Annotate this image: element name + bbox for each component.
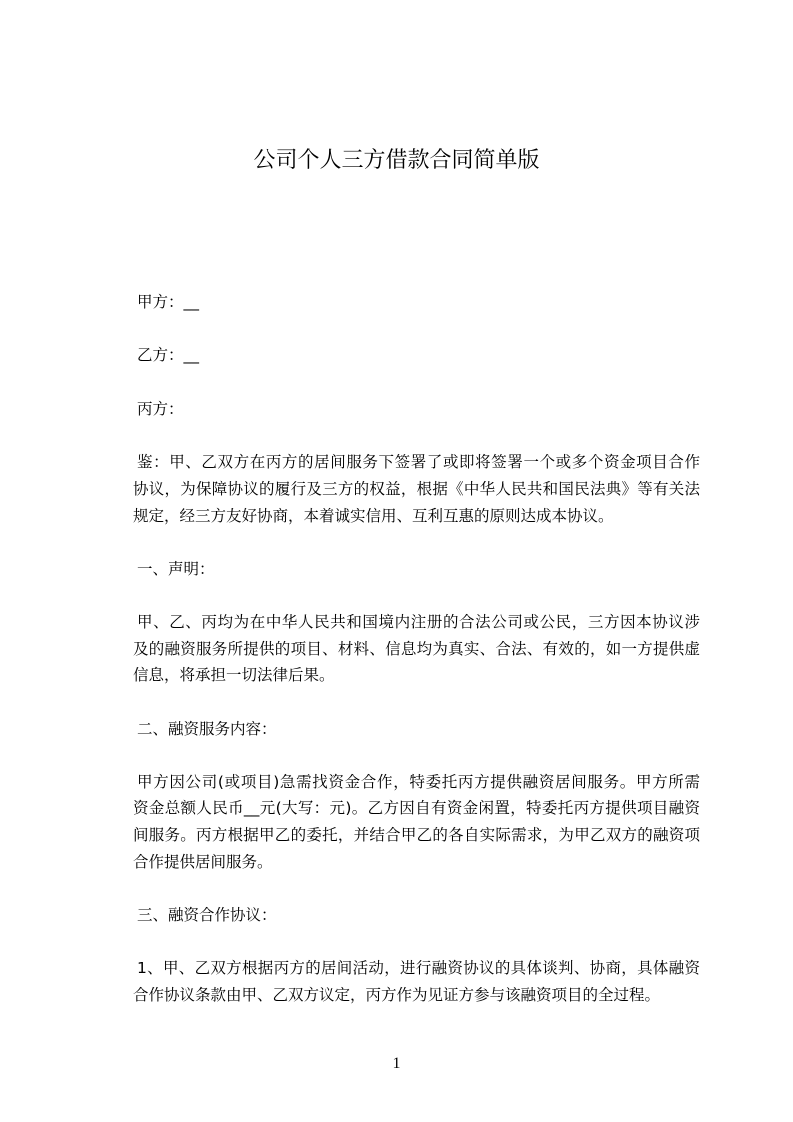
- section1-line: 甲、乙、丙均为在中华人民共和国境内注册的合法公司或公民，三方因本协议涉: [137, 613, 700, 631]
- section2-line: 甲方因公司(或项目)急需找资金合作，特委托丙方提供融资居间服务。甲方所需: [137, 773, 700, 791]
- section2-line: 合作提供居间服务。: [133, 853, 273, 871]
- section2-line: 间服务。丙方根据甲乙的委托，并结合甲乙的各自实际需求，为甲乙双方的融资项: [133, 826, 700, 844]
- section3-heading: 三、融资合作协议：: [137, 906, 277, 924]
- document-title: 公司个人三方借款合同简单版: [253, 148, 540, 173]
- preamble-line: 鉴：甲、乙双方在丙方的居间服务下签署了或即将签署一个或多个资金项目合作: [137, 453, 700, 471]
- preamble-line: 规定，经三方友好协商，本着诚实信用、互利互惠的原则达成本协议。: [133, 507, 614, 525]
- preamble-line: 协议，为保障协议的履行及三方的权益，根据《中华人民共和国民法典》等有关法: [133, 480, 700, 498]
- party-c-line: 丙方：: [137, 400, 184, 418]
- section2-heading: 二、融资服务内容：: [137, 720, 277, 738]
- page-number: 1: [392, 1055, 401, 1072]
- section1-line: 信息，将承担一切法律后果。: [133, 666, 335, 684]
- section2-line: 资金总额人民币__元(大写：元)。乙方因自有资金闲置，特委托丙方提供项目融资: [133, 799, 700, 817]
- party-a-line: 甲方：__: [137, 293, 200, 311]
- section1-heading: 一、声明：: [137, 560, 215, 578]
- section3-line: 1、甲、乙双方根据丙方的居间活动，进行融资协议的具体谈判、协商，具体融资: [137, 959, 700, 977]
- section1-line: 及的融资服务所提供的项目、材料、信息均为真实、合法、有效的，如一方提供虚: [133, 640, 700, 658]
- section3-line: 合作协议条款由甲、乙双方议定，丙方作为见证方参与该融资项目的全过程。: [133, 986, 661, 1004]
- party-b-line: 乙方：__: [137, 346, 200, 364]
